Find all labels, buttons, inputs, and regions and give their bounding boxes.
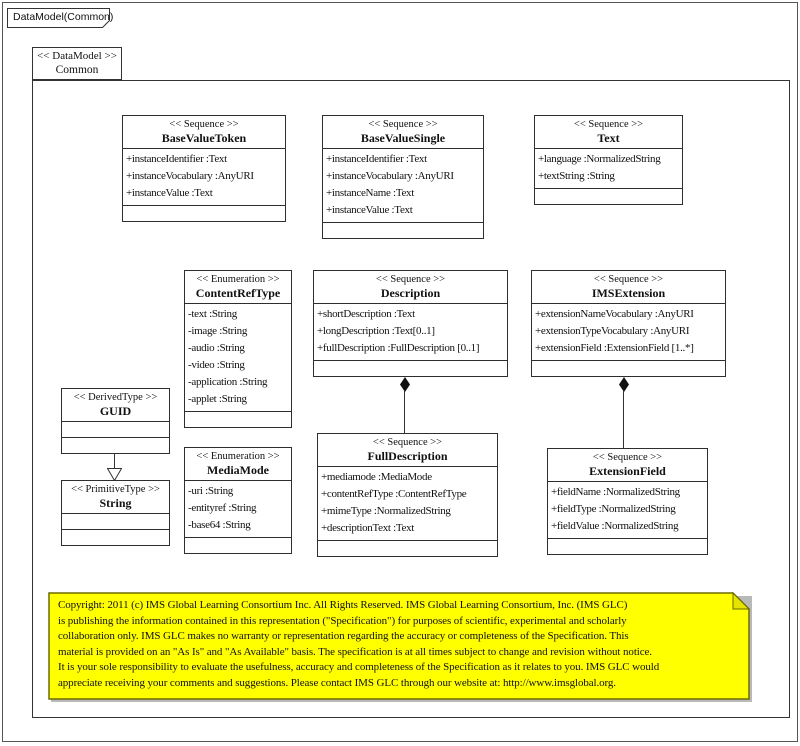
frame-tab-label: DataModel(Common) (13, 11, 114, 23)
class-stereotype: << Sequence >> (375, 274, 446, 285)
class-attributes-empty (62, 422, 169, 437)
class-header (185, 448, 291, 481)
class-name: Description (380, 286, 441, 300)
attribute-row: +fieldValue :NormalizedString (551, 520, 679, 532)
attribute-row: +fullDescription :FullDescription [0..1] (317, 342, 480, 354)
class-attributes (535, 149, 682, 189)
attribute-row: +longDescription :Text[0..1] (317, 325, 435, 337)
class-box-extensionfield (547, 448, 708, 555)
class-operations-empty (185, 412, 291, 427)
attribute-row: +contentRefType :ContentRefType (321, 488, 467, 500)
composition-link-description-fulldescription (404, 391, 405, 433)
class-attributes (323, 149, 483, 223)
package-name: Common (55, 64, 99, 76)
class-box-fulldescription (317, 433, 498, 557)
class-stereotype: << DerivedType >> (73, 392, 158, 403)
class-box-basevaluesingle (322, 115, 484, 239)
class-operations-empty (535, 189, 682, 204)
attribute-row: -application :String (188, 376, 268, 388)
class-header (323, 116, 483, 149)
class-header (535, 116, 682, 149)
class-box-string (61, 480, 170, 546)
attribute-row: +instanceName :Text (326, 187, 415, 199)
copyright-text (58, 598, 740, 691)
class-name: String (99, 496, 132, 510)
class-name: Text (597, 131, 620, 145)
attribute-row: -text :String (188, 308, 237, 320)
attribute-row: +instanceIdentifier :Text (326, 153, 427, 165)
attribute-row: -audio :String (188, 342, 245, 354)
class-name: IMSExtension (591, 286, 666, 300)
note-line: Copyright: 2011 (c) IMS Global Learning Consortium Inc. All Rights Reserved. IMS Global Learning Consortium, Inc. (IMS GLC) (58, 599, 628, 611)
attribute-row: +extensionNameVocabulary :AnyURI (535, 308, 694, 320)
class-box-description (313, 270, 508, 377)
attribute-row: +instanceValue :Text (326, 204, 413, 216)
class-stereotype: << Sequence >> (573, 119, 644, 130)
attribute-row: +textString :String (538, 170, 615, 182)
class-operations-empty (62, 529, 169, 545)
class-name: ContentRefType (195, 286, 281, 300)
class-stereotype: << Sequence >> (169, 119, 239, 130)
attribute-row: +shortDescription :Text (317, 308, 415, 320)
attribute-row: +extensionTypeVocabulary :AnyURI (535, 325, 690, 337)
class-name: GUID (99, 404, 132, 418)
attribute-row: -image :String (188, 325, 248, 337)
class-attributes (532, 304, 725, 361)
class-attributes (123, 149, 285, 206)
class-header (318, 434, 497, 467)
attribute-row: +instanceValue :Text (126, 187, 213, 199)
attribute-row: +language :NormalizedString (538, 153, 661, 165)
attribute-row: +mediamode :MediaMode (321, 471, 432, 483)
class-name: MediaMode (207, 463, 269, 477)
class-box-imsextension (531, 270, 726, 377)
class-name: ExtensionField (589, 464, 666, 478)
attribute-row: +instanceVocabulary :AnyURI (126, 170, 254, 182)
class-operations-empty (123, 206, 285, 221)
attribute-row: +instanceIdentifier :Text (126, 153, 227, 165)
attribute-row: -uri :String (188, 485, 233, 497)
package-tab (32, 47, 122, 80)
copyright-note (48, 592, 750, 700)
class-header (185, 271, 291, 304)
attribute-row: -applet :String (188, 393, 247, 405)
note-line: is publishing the information contained in this representation ("Specification") for purposes of scientific, experimental and scholarly (58, 614, 627, 627)
class-attributes (314, 304, 507, 361)
class-attributes (318, 467, 497, 541)
class-stereotype: << Enumeration >> (196, 274, 280, 285)
class-operations-empty (548, 539, 707, 554)
attribute-row: +descriptionText :Text (321, 522, 415, 534)
attribute-row: +extensionField :ExtensionField [1..*] (535, 342, 694, 354)
attribute-row: -entityref :String (188, 502, 257, 514)
class-box-basevaluetoken (122, 115, 286, 222)
class-box-guid (61, 388, 170, 454)
note-line: appreciate receiving your comments and suggestions. Please contact IMS GLC through our website at: http://www.imsglobal.org. (58, 676, 616, 689)
class-stereotype: << Sequence >> (372, 437, 443, 448)
class-header (123, 116, 285, 149)
attribute-row: +fieldName :NormalizedString (551, 486, 680, 498)
class-header (314, 271, 507, 304)
note-line: It is your sole responsibility to evaluate the usefulness, accuracy and completeness of the Specification as it relates to you. IMS GLC would (58, 661, 660, 673)
attribute-row: -video :String (188, 359, 245, 371)
class-attributes-empty (62, 514, 169, 529)
attribute-row: +instanceVocabulary :AnyURI (326, 170, 454, 182)
class-attributes (548, 482, 707, 539)
note-line: material is provided on an "As Is" and "As Available" basis. The specification is at all times subject to change and revision without notice. (58, 645, 652, 658)
package-stereotype: << DataModel >> (37, 50, 117, 62)
class-attributes (185, 304, 291, 412)
class-stereotype: << Sequence >> (593, 274, 664, 285)
class-name: BaseValueSingle (360, 131, 446, 145)
diagram-frame-tab (7, 8, 114, 28)
class-attributes (185, 481, 291, 538)
generalization-arrow-icon (107, 468, 122, 481)
class-box-mediamode (184, 447, 292, 554)
generalization-link-guid-string (114, 453, 115, 469)
class-header (62, 481, 169, 514)
class-header (62, 389, 169, 422)
class-operations-empty (323, 223, 483, 238)
attribute-row: -base64 :String (188, 519, 251, 531)
class-name: FullDescription (367, 449, 448, 463)
class-operations-empty (532, 361, 725, 376)
class-operations-empty (62, 437, 169, 453)
composition-link-imsextension-extensionfield (623, 391, 624, 448)
class-box-text (534, 115, 683, 205)
class-operations-empty (314, 361, 507, 376)
note-line: collaboration only. IMS GLC makes no warranty or representation regarding the accuracy or completeness of the Specification. This (58, 630, 629, 642)
class-name: BaseValueToken (161, 131, 247, 145)
class-box-contentreftype (184, 270, 292, 428)
class-operations-empty (318, 541, 497, 556)
class-stereotype: << Sequence >> (368, 119, 438, 130)
class-stereotype: << Enumeration >> (196, 451, 280, 462)
class-stereotype: << Sequence >> (592, 452, 663, 463)
class-stereotype: << PrimitiveType >> (71, 484, 160, 495)
attribute-row: +fieldType :NormalizedString (551, 503, 676, 515)
class-operations-empty (185, 538, 291, 553)
class-header (532, 271, 725, 304)
class-header (548, 449, 707, 482)
attribute-row: +mimeType :NormalizedString (321, 505, 451, 517)
